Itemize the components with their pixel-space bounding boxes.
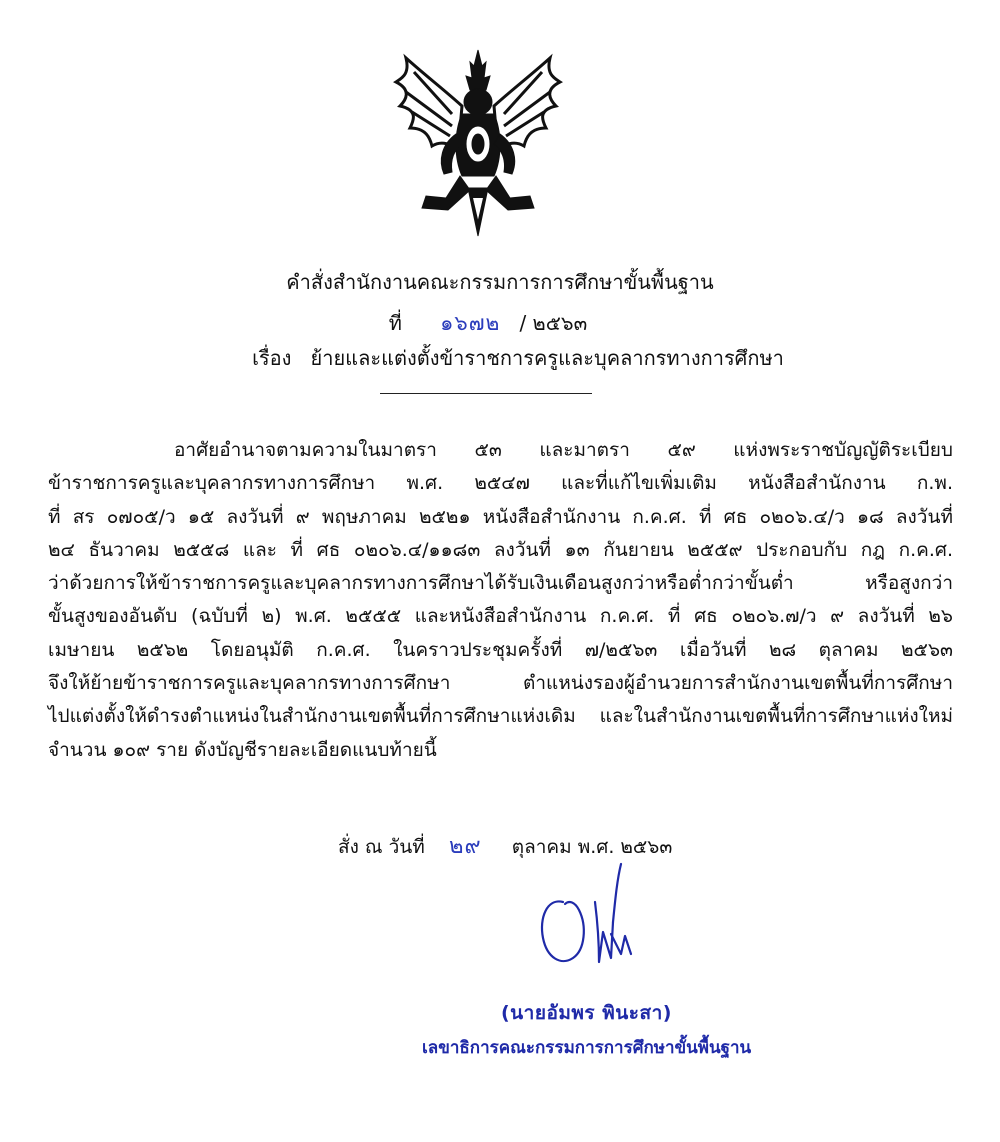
body-line: ที่ สร ๐๗๐๕/ว ๑๕ ลงวันที่ ๙ พฤษภาคม ๒๕๒๑ หนังสือสำนักงาน ก.ค.ศ. ที่ ศธ ๐๒๐๖.๔/ว ๑๘ ลงวันที่ xyxy=(48,505,953,528)
order-date-day: ๒๙ xyxy=(448,834,482,859)
body-line: ขั้นสูงของอันดับ (ฉบับที่ ๒) พ.ศ. ๒๕๕๕ และหนังสือสำนักงาน ก.ค.ศ. ที่ ศธ ๐๒๐๖.๗/ว ๙ ลงวันที่ ๒๖ xyxy=(48,605,953,628)
signer-title: เลขาธิการคณะกรรมการการศึกษาขั้นพื้นฐาน xyxy=(422,1038,752,1058)
body-line: ว่าด้วยการให้ข้าราชการครูและบุคลากรทางการศึกษาได้รับเงินเดือนสูงกว่าหรือต่ำกว่าขั้นต่ำ หรือสูงกว่า xyxy=(48,572,953,595)
body-line: อาศัยอำนาจตามความในมาตรา ๕๓ และมาตรา ๕๙ แห่งพระราชบัญญัติระเบียบ xyxy=(174,439,953,461)
order-subject xyxy=(18,344,1000,372)
order-title: คำสั่งสำนักงานคณะกรรมการการศึกษาขั้นพื้นฐาน xyxy=(286,270,714,294)
subject-text: ย้ายและแต่งตั้งข้าราชการครูและบุคลากรทางการศึกษา xyxy=(310,346,784,370)
order-number xyxy=(0,309,988,337)
order-number-year: / ๒๕๖๓ xyxy=(519,311,588,335)
body-line: เมษายน ๒๕๖๒ โดยอนุมัติ ก.ค.ศ. ในคราวประชุมครั้งที่ ๗/๒๕๖๓ เมื่อวันที่ ๒๘ ตุลาคม ๒๕๖๓ xyxy=(48,638,953,661)
order-number-handwritten: ๑๖๗๒ xyxy=(440,311,501,335)
order-number-prefix: ที่ xyxy=(388,311,402,335)
garuda-emblem-icon xyxy=(392,48,564,240)
body-line: จำนวน ๑๐๙ ราย ดังบัญชีรายละเอียดแนบท้ายนี้ xyxy=(48,738,437,761)
order-body xyxy=(48,434,953,767)
body-line: จึงให้ย้ายข้าราชการครูและบุคลากรทางการศึกษา ตำแหน่งรองผู้อำนวยการสำนักงานเขตพื้นที่การศึกษา xyxy=(48,672,953,695)
order-date-month-year: ตุลาคม พ.ศ. ๒๕๖๓ xyxy=(511,836,673,858)
order-date-prefix: สั่ง ณ วันที่ xyxy=(338,836,425,858)
header-divider xyxy=(380,393,592,394)
signer-name: (นายอัมพร พินะสา) xyxy=(501,1002,672,1024)
body-line: ไปแต่งตั้งให้ดำรงตำแหน่งในสำนักงานเขตพื้นที่การศึกษาแห่งเดิม และในสำนักงานเขตพื้นที่การศึกษาแห่งใหม่ xyxy=(48,705,953,728)
body-line: ข้าราชการครูและบุคลากรทางการศึกษา พ.ศ. ๒๕๔๗ และที่แก้ไขเพิ่มเติม หนังสือสำนักงาน ก.พ. xyxy=(48,472,953,495)
subject-label: เรื่อง xyxy=(252,346,292,370)
order-date xyxy=(338,833,672,861)
handwritten-signature-icon xyxy=(533,862,663,988)
body-line: ๒๔ ธันวาคม ๒๕๕๘ และ ที่ ศธ ๐๒๐๖.๔/๑๑๘๓ ลงวันที่ ๑๓ กันยายน ๒๕๕๙ ประกอบกับ กฎ ก.ค.ศ. xyxy=(48,538,953,561)
